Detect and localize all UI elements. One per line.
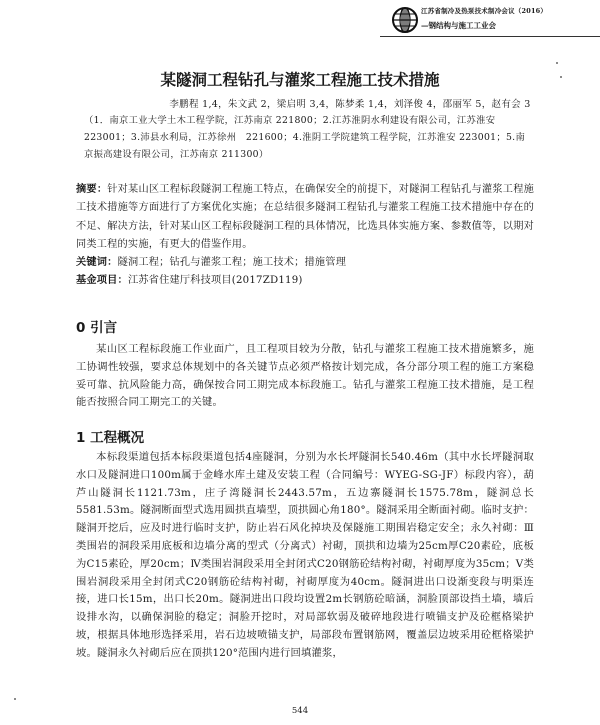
fund-text: 江苏省住建厅科技项目(2017ZD119): [127, 275, 303, 287]
keywords-label: 关键词：: [76, 257, 118, 269]
fund: [76, 272, 534, 290]
section-heading-overview: 1 工程概况: [76, 430, 145, 446]
keywords-text: 隧洞工程；钻孔与灌浆工程；施工技术；措施管理: [117, 257, 347, 269]
abstract: [76, 181, 534, 254]
section-heading-intro: 0 引言: [76, 320, 118, 336]
keywords: [76, 254, 534, 272]
intro-text: 某山区工程标段施工作业面广，且工程项目较为分散，钻孔与灌浆工程施工技术措施繁多，施工协调性较强，要求总体规划中的各关键节点必须严格按计划完成，各分部分项工程的施工方案稳妥可靠、抗风险能力高，确保按合同工期完成本标段施工。钻孔与灌浆工程施工技术措施，是工程能否按照合同工期完工的关键。: [76, 343, 534, 409]
conference-name: 江苏省制冷及热泵技术制冷会议（2016）: [421, 7, 548, 15]
scan-speck: [14, 698, 16, 700]
abstract-block: [76, 181, 534, 291]
conference-subtitle: —钢结构与施工工业会: [421, 21, 496, 30]
fund-label: 基金项目：: [76, 275, 128, 287]
abstract-label: 摘要：: [76, 184, 108, 195]
overview-text: 本标段渠道包括本标段渠道包括4座隧洞，分别为水长坪隧洞长540.46m（其中水长坪隧洞取水口及隧洞进口100m属于金峰水库土建及安装工程（合同编号：WYEG-SG-JF）标段内容），葫芦山隧洞长1121.73m，庄子湾隧洞长2443.57m，五边寨隧洞长1575.78m，隧洞总长5581.53m。隧洞断面型式选用圆拱直墙型，顶拱圆心角180°。隧洞采用全断面衬砌。临时支护：隧洞开挖后，应及时进行临时支护，防止岩石风化掉块及保隧施工期围岩稳定安全；永久衬砌：Ⅲ类围岩的洞段采用底板和边墙分离的型式（分离式）衬砌，顶拱和边墙为25cm厚C20素砼，底板为C15素砼，厚20cm；Ⅳ类围岩洞段采用全封闭式C20钢筋砼结构衬砌，衬砌厚度为35cm；Ⅴ类围岩洞段采用全封闭式C20钢筋砼结构衬砌，衬砌厚度为40cm。隧洞进出口设渐变段与明渠连接，进口长15m，出口长20m。隧洞进出口段均设置2m长钢筋砼暗涵，洞脸顶部设挡土墙，墙后设排水沟，以确保洞脸的稳定；洞脸开挖时，对局部软弱及破碎地段进行喷锚支护及砼框格梁护坡，根据具体地形选择采用，岩石边坡喷锚支护，局部段布置钢筋网，覆盖层边坡采用砼框格梁护坡。隧洞永久衬砌后应在顶拱120°范围内进行回填灌浆，: [76, 451, 534, 659]
scan-speck: [556, 62, 558, 64]
header-divider: [380, 36, 600, 37]
paper-title: 某隧洞工程钻孔与灌浆工程施工技术措施: [160, 71, 440, 89]
section-body-intro: [76, 341, 534, 412]
page-number: 544: [291, 706, 309, 716]
scan-speck: [560, 76, 562, 78]
conference-header: [421, 6, 597, 31]
section-body-overview: [76, 449, 534, 663]
conference-logo-icon: [391, 6, 419, 34]
paper-affiliations: （1．南京工业大学土木工程学院，江苏南京 221800；2.江苏淮阴水利建设有限公司，江苏淮安 223001；3.沛县水利局，江苏徐州 221600；4.淮阴工学院建筑工程学院，江苏淮安 223001；5.南京振高建设有限公司，江苏南京 211300）: [84, 115, 526, 160]
abstract-text: 针对某山区工程标段隧洞工程施工特点，在确保安全的前提下，对隧洞工程钻孔与灌浆工程施工技术措施等方面进行了方案优化实施；在总结很多隧洞工程钻孔与灌浆工程施工技术措施中存在的不足、解决方法，针对某山区工程标段隧洞工程的具体情况，比选具体实施方案、参数值等，以期对同类工程的实施，有更大的借鉴作用。: [76, 184, 534, 250]
paper-authors: 李鹏程 1,4，朱文武 2，梁启明 3,4，陈梦柔 1,4，刘泽俊 4，邵丽军 5，赵有会 3: [169, 99, 531, 110]
